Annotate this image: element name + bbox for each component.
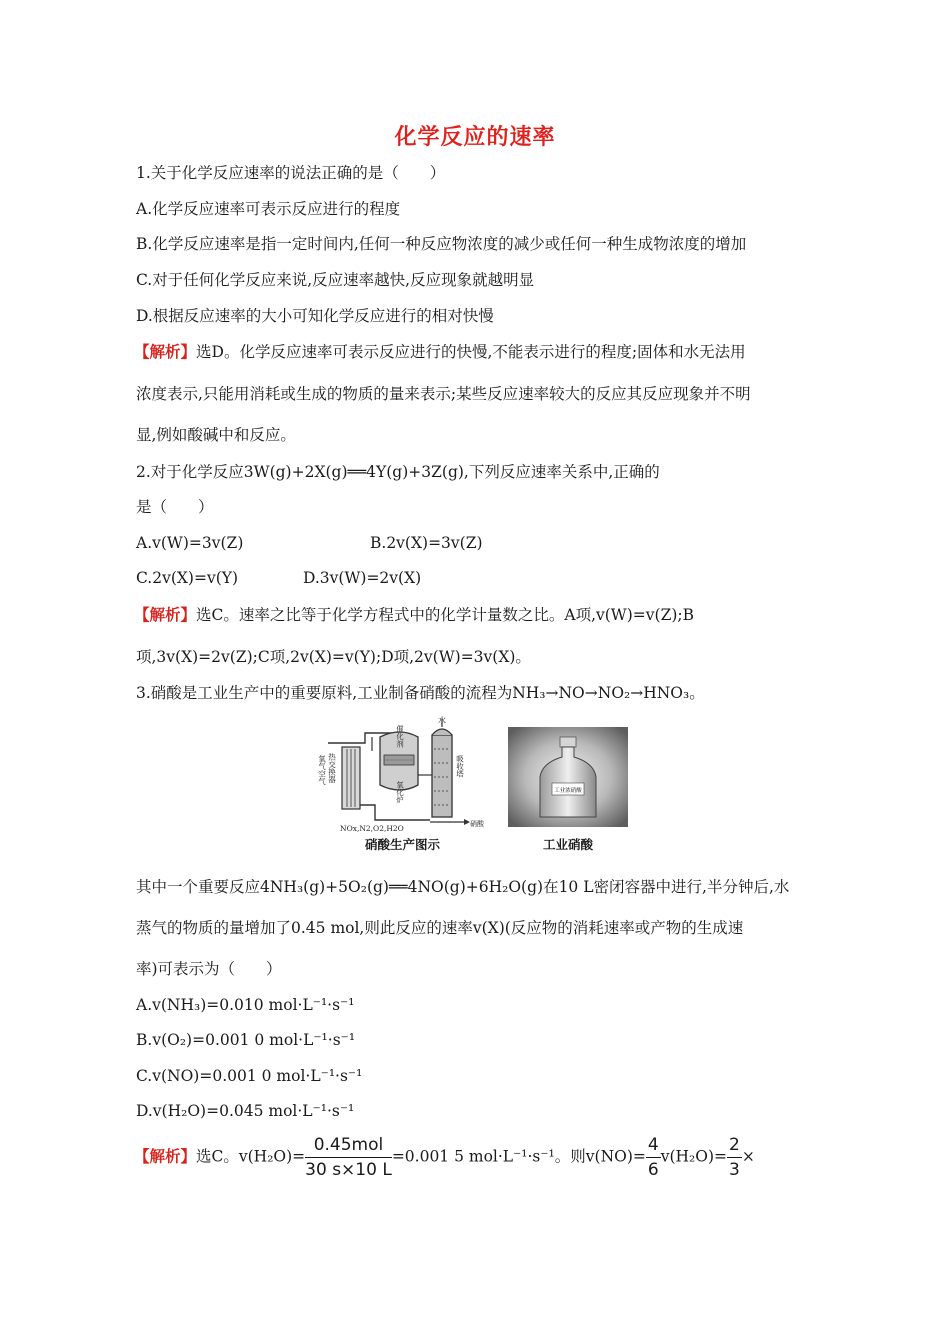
q3-stem-line-4: 率)可表示为（ ） <box>136 960 282 978</box>
q2-option-d: D.3v(W)=2v(X) <box>303 569 422 587</box>
q3-option-d: D.v(H₂O)=0.045 mol·L⁻¹·s⁻¹ <box>136 1102 355 1120</box>
q2-stem-line-1: 2.对于化学反应3W(g)+2X(g)══4Y(g)+3Z(g),下列反应速率关系中,正确的 <box>136 463 660 481</box>
q2-option-b: B.2v(X)=3v(Z) <box>370 534 483 552</box>
q1-stem: 1.关于化学反应速率的说法正确的是（ ） <box>136 164 446 182</box>
q2-option-a: A.v(W)=3v(Z) <box>136 534 244 552</box>
q3-analysis-line-1 <box>134 1134 755 1181</box>
analysis-tag: 【解析】 <box>134 606 197 624</box>
fraction-denominator: 6 <box>647 1160 659 1180</box>
fraction-denominator: 30 s×10 L <box>305 1160 392 1180</box>
page-title: 化学反应的速率 <box>394 125 556 150</box>
q3-option-c: C.v(NO)=0.001 0 mol·L⁻¹·s⁻¹ <box>136 1067 363 1085</box>
analysis-tag: 【解析】 <box>134 343 197 361</box>
fraction-numerator: 0.45mol <box>305 1134 392 1158</box>
fraction-ratio-2-3 <box>727 1134 742 1181</box>
q1-analysis-line-1 <box>134 342 746 362</box>
analysis-text: 选D。化学反应速率可表示反应进行的快慢,不能表示进行的程度;固体和水无法用 <box>196 343 746 361</box>
q3-stem-line-2: 其中一个重要反应4NH₃(g)+5O₂(g)══4NO(g)+6H₂O(g)在10 L密闭容器中进行,半分钟后,水 <box>136 878 790 896</box>
q3-option-b: B.v(O₂)=0.001 0 mol·L⁻¹·s⁻¹ <box>136 1031 356 1049</box>
fraction-numerator: 2 <box>727 1134 742 1158</box>
q1-option-c: C.对于任何化学反应来说,反应速率越快,反应现象就越明显 <box>136 271 535 289</box>
nitric-acid-production-diagram <box>317 715 485 833</box>
label-oxidation-furnace: 氧化炉 <box>395 781 405 804</box>
analysis-text-mid: =0.001 5 mol·L⁻¹·s⁻¹。则v(NO)= <box>391 1147 646 1166</box>
q1-analysis-line-3: 显,例如酸碱中和反应。 <box>136 426 296 444</box>
label-air: 氧气空气 <box>317 755 327 785</box>
q1-analysis-line-2: 浓度表示,只能用消耗或生成的物质的量来表示;某些反应速率较大的反应其反应现象并不明 <box>136 385 751 403</box>
analysis-text-end: × <box>741 1147 755 1166</box>
analysis-text: 选C。v(H₂O)= <box>196 1147 306 1166</box>
label-absorption-tower: 吸收塔 <box>455 755 465 778</box>
q2-analysis-line-1 <box>134 605 694 625</box>
fraction-ratio-4-6 <box>646 1134 661 1181</box>
fraction-denominator: 3 <box>728 1160 740 1180</box>
q1-option-b: B.化学反应速率是指一定时间内,任何一种反应物浓度的减少或任何一种生成物浓度的增加 <box>136 235 747 253</box>
label-heat-exchanger: 热交换器 <box>327 753 337 783</box>
label-catalyst: 催化剂 <box>395 725 405 748</box>
figure-left-caption: 硝酸生产图示 <box>364 837 440 852</box>
q3-stem-line-1: 3.硝酸是工业生产中的重要原料,工业制备硝酸的流程为NH₃→NO→NO₂→HNO₃。 <box>136 684 705 702</box>
q1-option-d: D.根据反应速率的大小可知化学反应进行的相对快慢 <box>136 307 494 325</box>
bottle-stopper <box>560 737 576 747</box>
figure-right-caption: 工业硝酸 <box>542 837 593 852</box>
analysis-text: 选C。速率之比等于化学方程式中的化学计量数之比。A项,v(W)=v(Z);B <box>196 606 695 624</box>
bottle-label-text: 工业浓硝酸 <box>554 788 582 794</box>
fraction-numerator: 4 <box>646 1134 661 1158</box>
industrial-nitric-acid-photo <box>508 727 628 827</box>
q2-option-c: C.2v(X)=v(Y) <box>136 569 239 587</box>
label-gas-mix: NOx,N2,O2,H2O <box>340 824 404 833</box>
q2-analysis-line-2: 项,3v(X)=2v(Z);C项,2v(X)=v(Y);D项,2v(W)=3v(X)。 <box>136 648 531 666</box>
analysis-tag: 【解析】 <box>134 1147 197 1166</box>
q3-option-a: A.v(NH₃)=0.010 mol·L⁻¹·s⁻¹ <box>136 996 355 1014</box>
label-water: 水 <box>438 716 446 725</box>
q2-stem-line-2: 是（ ） <box>136 498 214 516</box>
q1-option-a: A.化学反应速率可表示反应进行的程度 <box>136 200 401 218</box>
label-nitric-acid: 硝酸 <box>470 820 484 828</box>
fraction-rate <box>305 1134 392 1181</box>
analysis-text-mid2: v(H₂O)= <box>660 1147 727 1166</box>
q3-stem-line-3: 蒸气的物质的量增加了0.45 mol,则此反应的速率v(X)(反应物的消耗速率或产物的生成速 <box>136 919 744 937</box>
